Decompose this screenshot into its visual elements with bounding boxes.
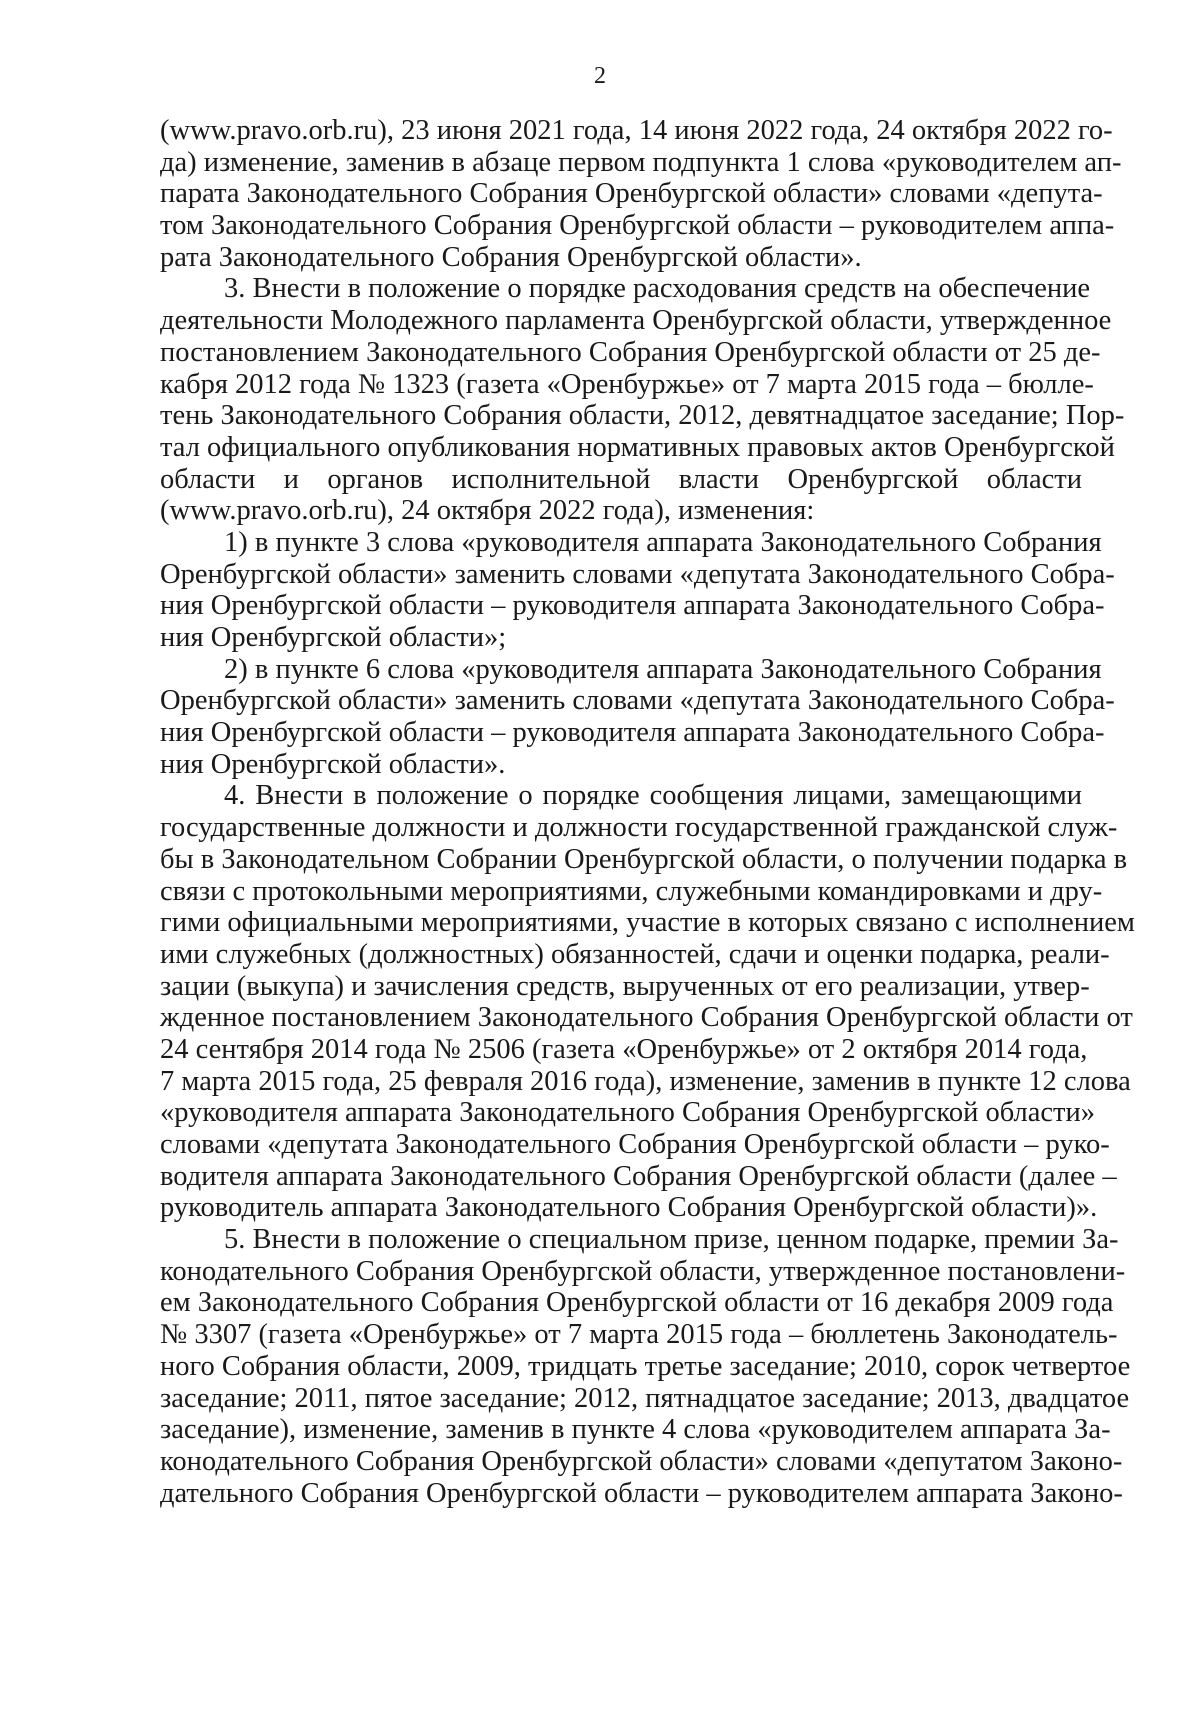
text-line: ими служебных (должностных) обязанностей, сдачи и оценки подарка, реали- [160,938,1110,970]
text-line: словами «депутата Законодательного Собрания Оренбургской области – руко- [160,1129,1110,1160]
text-line: зации (выкупа) и зачисления средств, вырученных от его реализации, утвер- [160,970,1090,1002]
text-line: рата Законодательного Собрания Оренбургской области». [160,241,862,273]
text-line: связи с протокольными мероприятиями, служебными командировками и дру- [160,875,1103,907]
text-line: ем Законодательного Собрания Оренбургской области от 16 декабря 2009 года [160,1287,1114,1319]
text-line: водителя аппарата Законодательного Собрания Оренбургской области (далее – [160,1160,1117,1192]
text-line: заседание; 2011, пятое заседание; 2012, пятнадцатое заседание; 2013, двадцатое [160,1382,1130,1414]
text-line: 5. Внести в положение о специальном призе, ценном подарке, премии За- [224,1224,1119,1256]
text-line: том Законодательного Собрания Оренбургской области – руководителем аппа- [160,210,1115,242]
text-line: ния Оренбургской области». [160,748,506,780]
text-line: (www.pravo.orb.ru), 23 июня 2021 года, 14 июня 2022 года, 24 октября 2022 го- [160,115,1113,146]
text-line: да) изменение, заменив в абзаце первом подпункта 1 слова «руководителем ап- [160,146,1122,178]
text-line: Оренбургской области» заменить словами «депутата Законодательного Собра- [160,685,1115,717]
text-line: области и органов исполнительной власти Оренбургской области [160,463,1082,495]
text-line: тал официального опубликования нормативных правовых актов Оренбургской [160,431,1115,463]
text-line: дательного Собрания Оренбургской области – руководителем аппарата Законо- [160,1477,1123,1509]
text-line: 2) в пункте 6 слова «руководителя аппарата Законодательного Собрания [224,653,1102,685]
text-line: 3. Внести в положение о порядке расходования средств на обеспечение [224,273,1091,305]
page-number: 2 [594,63,606,89]
text-line: «руководителя аппарата Законодательного Собрания Оренбургской области» [160,1097,1095,1129]
text-line: деятельности Молодежного парламента Оренбургской области, утвержденное [160,305,1112,337]
document-body [160,115,1135,1509]
text-line: конодательного Собрания Оренбургской области» словами «депутатом Законо- [160,1445,1123,1477]
text-line: жденное постановлением Законодательного Собрания Оренбургской области от [160,1002,1133,1034]
text-line: ния Оренбургской области»; [160,622,507,653]
text-line: 4. Внести в положение о порядке сообщения лицами, замещающими [224,780,1082,812]
text-line: ного Собрания области, 2009, тридцать третье заседание; 2010, сорок четвертое [160,1350,1131,1382]
text-line: ния Оренбургской области – руководителя аппарата Законодательного Собра- [160,590,1105,622]
text-line: конодательного Собрания Оренбургской области, утвержденное постановлени- [160,1255,1126,1287]
text-line: 24 сентября 2014 года № 2506 (газета «Оренбуржье» от 2 октября 2014 года, [160,1033,1088,1065]
text-line: заседание), изменение, заменив в пункте 4 слова «руководителем аппарата За- [160,1414,1111,1446]
text-line: гими официальными мероприятиями, участие в которых связано с исполнением [160,907,1135,939]
text-line: постановлением Законодательного Собрания Оренбургской области от 25 де- [160,336,1101,368]
text-line: бы в Законодательном Собрании Оренбургской области, о получении подарка в [160,843,1128,875]
text-line: парата Законодательного Собрания Оренбургской области» словами «депута- [160,178,1103,210]
text-line: тень Законодательного Собрания области, 2012, девятнадцатое заседание; Пор- [160,400,1125,432]
text-line: ния Оренбургской области – руководителя аппарата Законодательного Собра- [160,717,1105,749]
text-line: 1) в пункте 3 слова «руководителя аппарата Законодательного Собрания [224,526,1102,558]
text-line: руководитель аппарата Законодательного Собрания Оренбургской области)». [160,1192,1098,1224]
text-line: Оренбургской области» заменить словами «депутата Законодательного Собра- [160,558,1115,590]
text-line: № 3307 (газета «Оренбуржье» от 7 марта 2015 года – бюллетень Законодатель- [160,1319,1118,1351]
text-line: 7 марта 2015 года, 25 февраля 2016 года), изменение, заменив в пункте 12 слова [160,1065,1131,1097]
text-line: кабря 2012 года № 1323 (газета «Оренбуржье» от 7 марта 2015 года – бюлле- [160,368,1094,400]
text-line: государственные должности и должности государственной гражданской служ- [160,812,1118,844]
text-line: (www.pravo.orb.ru), 24 октября 2022 года), изменения: [160,495,815,527]
